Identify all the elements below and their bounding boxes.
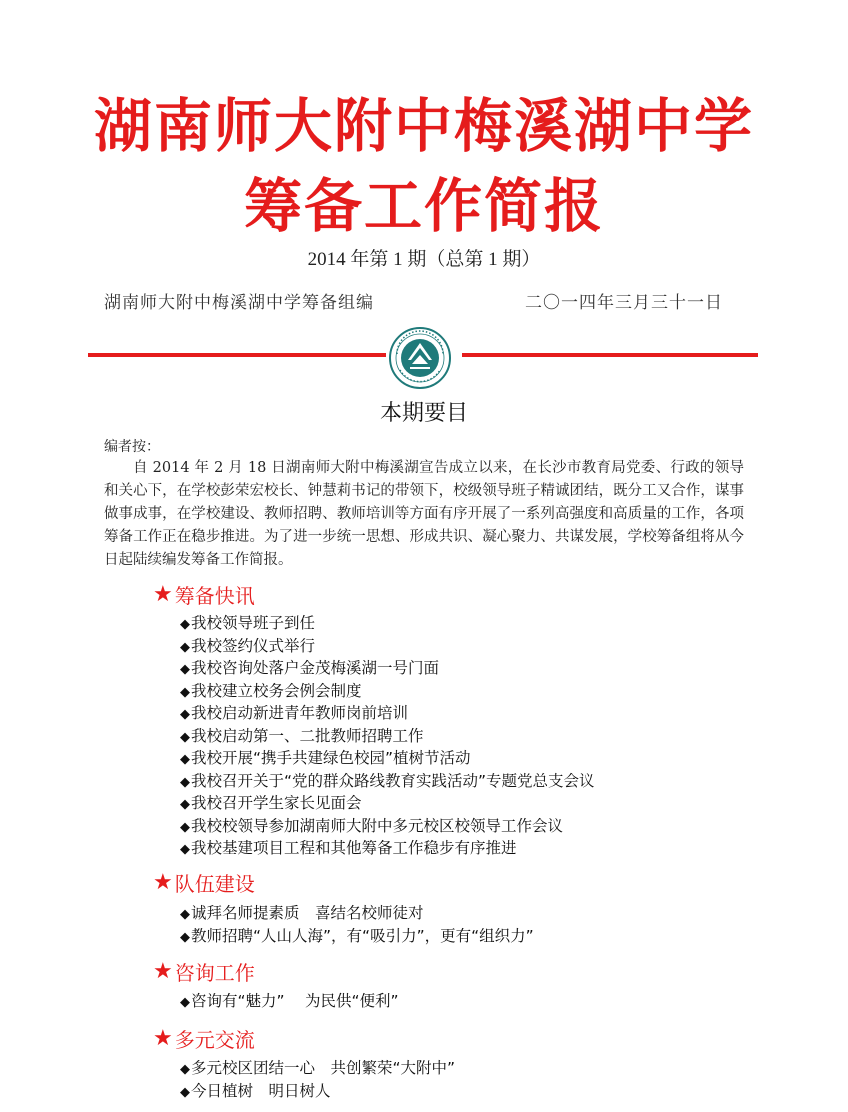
- diamond-bullet-icon: ◆: [180, 684, 190, 700]
- team-list: [180, 902, 534, 947]
- list-item: ◆我校校领导参加湖南师大附中多元校区校领导工作会议: [180, 816, 564, 835]
- list-item: ◆我校咨询处落户金茂梅溪湖一号门面: [180, 659, 440, 677]
- section-title-text: 咨询工作: [174, 961, 255, 985]
- list-item: ◆我校开展“携手共建绿色校园”植树节活动: [180, 749, 471, 767]
- news-list: [180, 612, 595, 860]
- toc-heading: 本期要目: [379, 401, 468, 426]
- section-title-text: 多元交流: [174, 1028, 255, 1052]
- diamond-bullet-icon: ◆: [180, 929, 190, 945]
- star-icon: ★: [153, 959, 173, 984]
- newsletter-title-line2: 筹备工作简报: [243, 172, 604, 240]
- diamond-bullet-icon: ◆: [180, 774, 190, 790]
- diamond-bullet-icon: ◆: [180, 797, 190, 812]
- star-icon: ★: [153, 582, 173, 607]
- list-item: ◆教师招聘“人山人海”，有“吸引力”，更有“组织力”: [180, 926, 534, 945]
- list-item: ◆我校启动第一、二批教师招聘工作: [180, 726, 424, 745]
- diamond-bullet-icon: ◆: [180, 617, 190, 632]
- list-item: ◆我校签约仪式举行: [180, 636, 316, 655]
- divider-left: [88, 353, 386, 357]
- editor-note-label: 编者按：: [104, 439, 160, 455]
- section-title-text: 队伍建设: [174, 872, 255, 896]
- consult-list: [180, 990, 399, 1013]
- section-title-text: 筹备快讯: [174, 584, 255, 608]
- diamond-bullet-icon: ◆: [180, 752, 190, 767]
- diamond-bullet-icon: ◆: [180, 1062, 190, 1077]
- diamond-bullet-icon: ◆: [180, 1084, 190, 1100]
- newsletter-title-line1: 湖南师大附中梅溪湖中学: [93, 92, 754, 160]
- star-icon: ★: [153, 870, 173, 895]
- list-item: ◆诚拜名师提素质 喜结名校师徒对: [180, 904, 424, 922]
- diamond-bullet-icon: ◆: [180, 707, 190, 722]
- list-item: ◆咨询有“魅力” 为民供“便利”: [180, 992, 399, 1010]
- diamond-bullet-icon: ◆: [180, 662, 190, 677]
- list-item: ◆我校基建项目工程和其他筹备工作稳步有序推进: [180, 839, 517, 857]
- list-item: ◆多元校区团结一心 共创繁荣“大附中”: [180, 1059, 456, 1077]
- section-title-exchange: [153, 1024, 255, 1053]
- list-item: ◆我校启动新进青年教师岗前培训: [180, 704, 409, 722]
- section-title-news: [153, 580, 255, 609]
- issue-number: 2014 年第 1 期（总第 1 期）: [307, 249, 541, 270]
- diamond-bullet-icon: ◆: [180, 639, 190, 655]
- diamond-bullet-icon: ◆: [180, 907, 190, 922]
- list-item: ◆今日植树 明日树人: [180, 1081, 331, 1100]
- list-item: ◆我校建立校务会例会制度: [180, 681, 362, 700]
- section-title-consult: [153, 957, 255, 986]
- diamond-bullet-icon: ◆: [180, 842, 190, 857]
- section-title-team: [153, 868, 255, 897]
- list-item: ◆我校召开关于“党的群众路线教育实践活动”专题党总支会议: [180, 771, 595, 790]
- editor-note-body: 自 2014 年 2 月 18 日湖南师大附中梅溪湖宣告成立以来，在长沙市教育局党委、行政的领导和关心下，在学校彭荣宏校长、钟慧莉书记的带领下，校级领导班子精诚团结，既分工又合作，谋事做事成事，在学校建设、教师招聘、教师培训等方面有序开展了一系列高强度和高质量的工作，各项筹备工作正在稳步推进。为了进一步统一思想、形成共识、凝心聚力、共谋发展，学校筹备组将从今日起陆续编发筹备工作简报。: [104, 460, 744, 568]
- exchange-list: [180, 1057, 455, 1102]
- publication-date: 二〇一四年三月三十一日: [525, 293, 723, 313]
- school-logo-icon: [388, 326, 452, 390]
- divider-right: [462, 353, 758, 357]
- diamond-bullet-icon: ◆: [180, 995, 190, 1010]
- diamond-bullet-icon: ◆: [180, 819, 190, 835]
- editor-organization: 湖南师大附中梅溪湖中学筹备组编: [104, 293, 374, 313]
- star-icon: ★: [153, 1026, 173, 1051]
- list-item: ◆我校召开学生家长见面会: [180, 794, 362, 812]
- diamond-bullet-icon: ◆: [180, 729, 190, 745]
- list-item: ◆我校领导班子到任: [180, 614, 316, 632]
